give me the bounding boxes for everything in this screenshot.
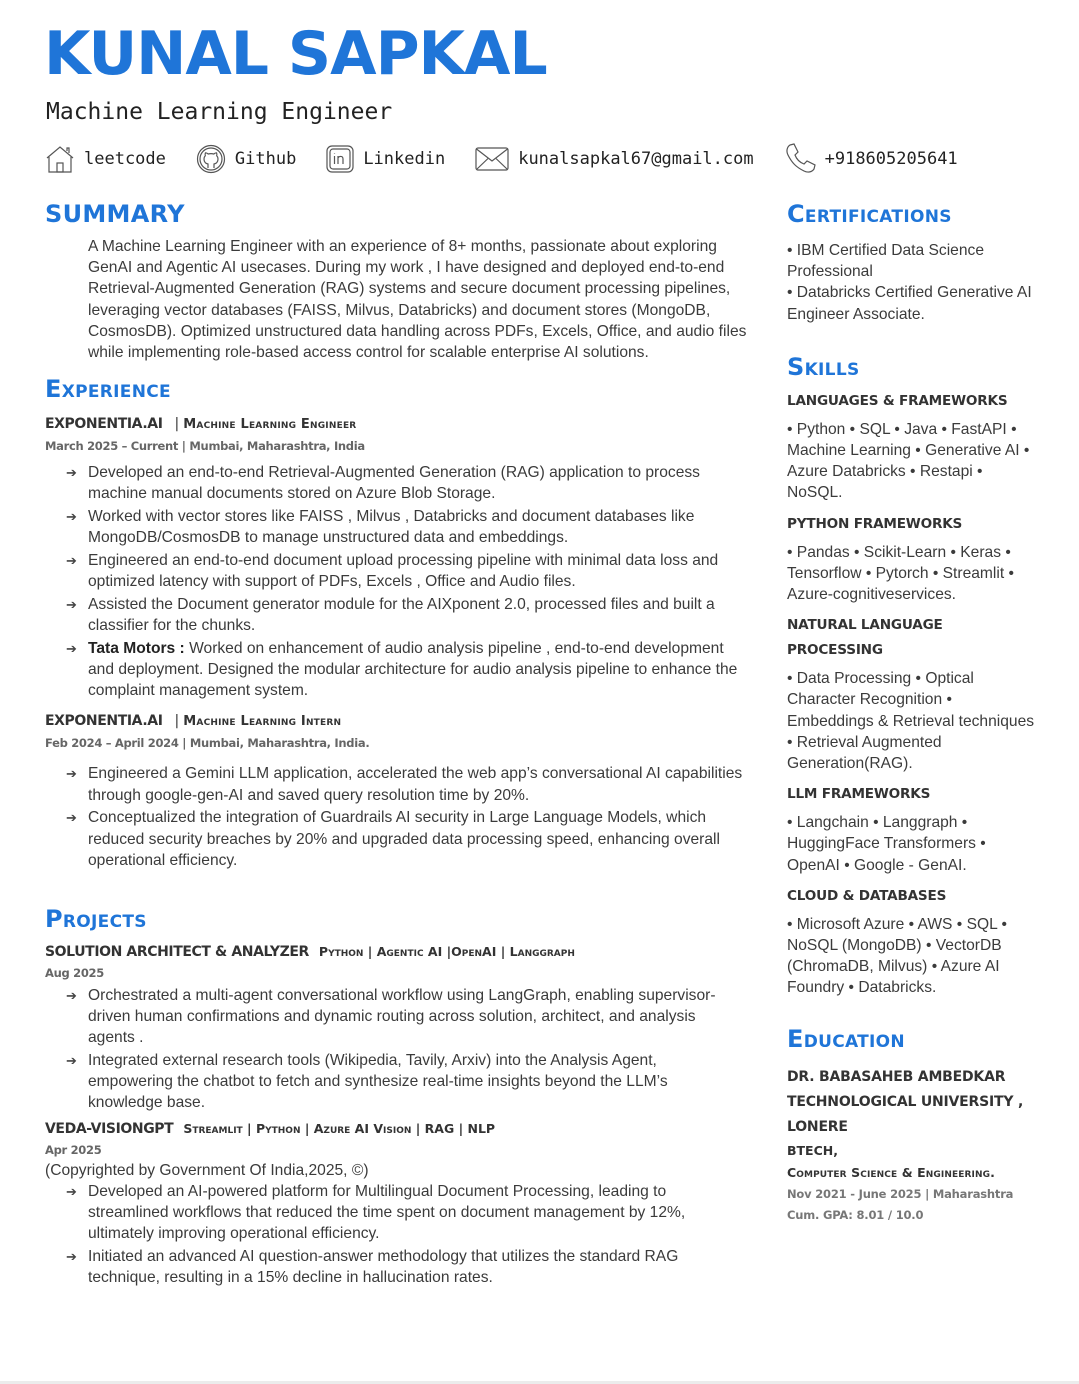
project-bullets	[45, 985, 745, 1114]
certification-item: • Databricks Certified Generative AI Engineer Associate.	[787, 284, 1032, 323]
bullet-text: Engineered an end-to-end document upload processing pipeline with minimal data loss and optimized latency with support of PDFs, Excels , Office and Audio files.	[88, 552, 719, 591]
arrow-icon: ➔	[66, 596, 77, 612]
main-column	[45, 196, 745, 1290]
skill-category-name: CLOUD & DATABASES	[787, 887, 947, 904]
bullet-item	[66, 807, 743, 871]
bullet-text: Orchestrated a multi-agent conversational workflow using LangGraph, enabling supervisor-driven human confirmations and dynamic routing across solution, architect, and analysis agents .	[88, 986, 716, 1047]
home-icon	[45, 145, 75, 173]
bullet-text: Integrated external research tools (Wikipedia, Tavily, Arxiv) into the Analysis Agent, empowering the chatbot to fetch and synthesize real-time insights beyond the LLM’s knowledge base.	[88, 1052, 668, 1112]
education-heading: Education	[787, 1024, 905, 1053]
phone-icon	[784, 143, 816, 175]
email-icon	[475, 146, 509, 172]
job-meta: Feb 2024 – April 2024 | Mumbai, Maharashtra, India.	[45, 736, 370, 751]
contact-github[interactable]	[196, 144, 296, 174]
skill-category-name: LLM FRAMEWORKS	[787, 786, 931, 803]
project-date: Apr 2025	[45, 1142, 102, 1157]
bullet-text: Initiated an advanced AI question-answer methodology that utilizes the standard RAG technique, resulting in a 15% decline in hallucination rates.	[88, 1247, 679, 1286]
job-title: Machine Learning Intern	[183, 714, 342, 730]
job-meta: March 2025 – Current | Mumbai, Maharashtra, India	[45, 439, 365, 454]
skills-heading: Skills	[787, 352, 860, 381]
contact-leetcode[interactable]	[45, 145, 166, 173]
skill-category	[787, 884, 1049, 999]
education-degree: BTECH,	[787, 1142, 838, 1158]
contact-linkedin-label: Linkedin	[363, 149, 446, 169]
job-bullets	[45, 462, 745, 701]
sidebar-column	[787, 196, 1049, 1226]
candidate-name: KUNAL SAPKAL	[44, 19, 547, 89]
arrow-icon: ➔	[66, 1053, 77, 1069]
job-separator: |	[174, 416, 180, 433]
arrow-icon: ➔	[66, 465, 77, 481]
skill-category-name: NATURAL LANGUAGE PROCESSING	[787, 617, 943, 659]
summary-text: A Machine Learning Engineer with an experience of 8+ months, passionate about exploring GenAI and Agentic AI usecases. During my work , I have designed and deployed end-to-end Retrieval-Augmented Generation (RAG) systems and secure document processing pipelines, leveraging vector databases (FAISS, Milvus, Databricks) and document stores (MongoDB, CosmosDB). Optimized unstructured data handling across PDFs, Excels, Office, and audio files while implementing role-based access control for scalable enterprise AI solutions.	[88, 238, 747, 362]
arrow-icon: ➔	[66, 766, 77, 782]
bullet-text: Engineered a Gemini LLM application, accelerated the web app’s conversational AI capabilities through google-gen-AI and saved query resolution time by 20%.	[88, 765, 743, 804]
arrow-icon: ➔	[66, 1183, 77, 1199]
arrow-icon: ➔	[66, 640, 77, 656]
arrow-icon: ➔	[66, 553, 77, 569]
education-entry	[787, 1065, 1049, 1226]
certifications-list	[787, 240, 1042, 325]
job-entry	[45, 710, 745, 871]
skill-category-items: • Data Processing • Optical Character Recognition • Embeddings & Retrieval techniques • Retrieval Augmented Generation(RAG).	[787, 670, 1035, 773]
bullet-text: Conceptualized the integration of Guardrails AI security in Large Language Models, which reduced security breaches by 20% and upgraded data processing speed, enhancing overall operational efficiency.	[88, 809, 720, 869]
github-icon	[196, 144, 226, 174]
skill-category	[787, 389, 1049, 504]
bullet-text: Worked with vector stores like FAISS , Milvus , Databricks and document databases like MongoDB/CosmosDB to manage unstructured data and embeddings.	[88, 508, 695, 547]
skill-category-items: • Langchain • Langgraph • HuggingFace Transformers • OpenAI • Google - GenAI.	[787, 814, 986, 874]
bullet-item	[66, 462, 743, 504]
job-bullets	[45, 763, 745, 871]
bullet-text: Developed an end-to-end Retrieval-Augmented Generation (RAG) application to process machine manual documents stored on Azure Blob Storage.	[88, 464, 700, 503]
job-company: EXPONENTIA.AI	[45, 713, 163, 730]
skill-category-items: • Python • SQL • Java • FastAPI • Machine Learning • Generative AI • Azure Databricks • Restapi • NoSQL.	[787, 420, 1030, 502]
education-dates: Nov 2021 - June 2025 | Maharashtra	[787, 1186, 1014, 1201]
skill-category	[787, 782, 1049, 876]
contact-linkedin[interactable]	[326, 145, 445, 173]
bullet-item	[66, 1246, 743, 1288]
job-header	[45, 413, 745, 436]
summary-heading: SUMMARY	[45, 200, 185, 228]
skill-category-items: • Pandas • Scikit-Learn • Keras • Tensorflow • Pytorch • Streamlit • Azure-cognitiveservices.	[787, 543, 1014, 604]
project-date: Aug 2025	[45, 965, 104, 980]
arrow-icon: ➔	[66, 509, 77, 525]
job-title: Machine Learning Engineer	[183, 417, 357, 433]
skill-category	[787, 512, 1049, 606]
arrow-icon: ➔	[66, 810, 77, 826]
job-entry	[45, 413, 745, 701]
experience-heading: Experience	[45, 375, 171, 404]
projects-heading: Projects	[45, 904, 147, 933]
job-header	[45, 710, 745, 733]
education-gpa: Cum. GPA: 8.01 / 10.0	[787, 1207, 924, 1222]
contact-bar	[45, 142, 988, 176]
linkedin-icon	[326, 145, 354, 173]
bullet-text: Developed an AI-powered platform for Multilingual Document Processing, leading to streamlined workflows that reduced the time spent on document management by 12%, ultimately improving operational efficiency.	[88, 1182, 686, 1243]
contact-leetcode-label: leetcode	[84, 149, 166, 169]
skill-category-name: LANGUAGES & FRAMEWORKS	[787, 392, 1008, 409]
skill-category-items: • Microsoft Azure • AWS • SQL • NoSQL (MongoDB) • VectorDB (ChromaDB, Milvus) • Azure AI Foundry • Databricks.	[787, 915, 1007, 997]
project-header	[45, 1118, 745, 1140]
education-field: Computer Science & Engineering.	[787, 1164, 995, 1180]
arrow-icon: ➔	[66, 1248, 77, 1264]
skill-category	[787, 613, 1049, 774]
arrow-icon: ➔	[66, 987, 77, 1003]
skill-category-name: PYTHON FRAMEWORKS	[787, 515, 963, 532]
project-entry	[45, 941, 745, 1114]
project-name: SOLUTION ARCHITECT & ANALYZER	[45, 943, 309, 960]
bullet-item	[66, 1181, 743, 1245]
bullet-bold-lead: Tata Motors :	[88, 639, 185, 657]
bullet-item	[66, 550, 743, 592]
contact-phone[interactable]	[784, 143, 958, 175]
education-school: DR. BABASAHEB AMBEDKAR TECHNOLOGICAL UNIVERSITY , LONERE	[787, 1068, 1024, 1135]
candidate-role: Machine Learning Engineer	[46, 99, 393, 125]
bullet-item	[66, 594, 743, 636]
job-separator: |	[174, 713, 180, 730]
project-name: VEDA-VISIONGPT	[45, 1120, 174, 1137]
project-bullets	[45, 1181, 745, 1289]
certification-item: • IBM Certified Data Science Professional	[787, 242, 984, 281]
project-header	[45, 941, 745, 963]
project-tags: Streamlit | Python | Azure AI Vision | RAG | NLP	[183, 1120, 496, 1136]
bullet-item	[66, 506, 743, 548]
bullet-text: Assisted the Document generator module for the AIXponent 2.0, processed files and built a classifier for the chunks.	[88, 595, 715, 635]
contact-email-label: kunalsapkal67@gmail.com	[518, 149, 754, 169]
bullet-text: Worked on enhancement of audio analysis pipeline , end-to-end development and deployment. Designed the modular architecture for audio analysis pipeline to enhance the complaint management system.	[88, 639, 738, 700]
bullet-item	[66, 985, 743, 1049]
job-company: EXPONENTIA.AI	[45, 416, 163, 433]
bullet-item	[66, 763, 743, 805]
project-tags: Python | Agentic AI |OpenAI | Langgraph	[318, 943, 575, 959]
project-entry	[45, 1118, 745, 1289]
contact-github-label: Github	[234, 149, 297, 169]
certifications-heading: Certifications	[787, 200, 952, 228]
bullet-item	[66, 638, 743, 702]
contact-phone-label: +918605205641	[824, 149, 958, 169]
bullet-item	[66, 1050, 743, 1114]
project-copyright-note: (Copyrighted by Government Of India,2025, ©)	[45, 1161, 369, 1179]
contact-email[interactable]	[475, 146, 753, 172]
